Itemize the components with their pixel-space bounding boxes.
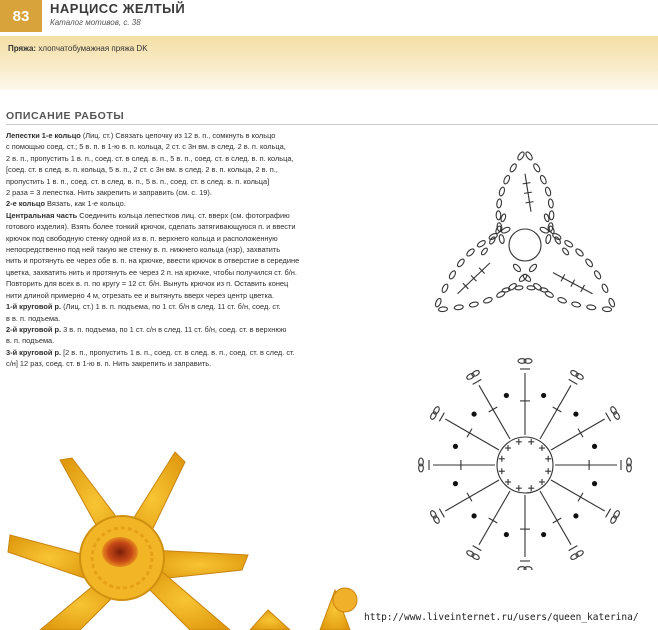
center-line: готового изделия). Взять более тонкий крючок, сделать затягивающуюся п. и ввести [6, 222, 296, 232]
center-line: непосредственно под ней такую же стенку в. п. нижнего кольца (нзр), захватить [6, 245, 281, 255]
center-heading: Центральная часть [6, 210, 78, 220]
ring2-line: Вязать, как 1-е кольцо. [44, 199, 126, 209]
chain-stitch [601, 283, 609, 293]
chain-stitch [456, 258, 465, 268]
chain-stitch [602, 306, 611, 311]
round1-heading: 1-й круговой р. [6, 302, 62, 312]
chain-stitch [438, 306, 447, 311]
petals-line: (Лиц. ст.) Связать цепочку из 12 в. п., сомкнуть в кольцо [80, 131, 276, 140]
chain-stitch [548, 199, 554, 209]
chain-stitch [495, 225, 502, 234]
round3-heading: 3-й круговой р. [6, 347, 62, 357]
chain-stitch [469, 301, 479, 308]
spoke-cap [569, 379, 578, 384]
chain-stitch [562, 247, 570, 256]
round2-line: в. п. подъема. [6, 336, 55, 346]
second-flower-partial [250, 588, 357, 630]
chain-stitch [524, 567, 532, 570]
spoke-bar [489, 407, 498, 412]
petals-line: [соед. ст. в след. в. п. кольца, 5 в. п., 2 ст. с 3н вм. в след. 2 в. п. кольца, 2 в. п., [6, 165, 278, 175]
chain-stitch [557, 297, 567, 304]
chain-stitch [515, 285, 523, 290]
slip-stitch-dot [471, 513, 476, 518]
center-ring [509, 229, 541, 261]
chain-stitch [593, 270, 602, 280]
chain-stitch [528, 263, 538, 273]
petals-diagram [434, 151, 615, 312]
chain-stitch [454, 304, 464, 310]
yarn-info [8, 44, 148, 53]
chain-stitch [434, 298, 442, 308]
crochet-diagram [400, 140, 650, 570]
ring2-heading: 2-е кольцо [6, 199, 45, 209]
page-number: 83 [0, 0, 42, 32]
chain-stitch [518, 359, 526, 364]
yarn-value: хлопчатобумажная пряжа DK [38, 44, 148, 53]
spoke-cap [439, 413, 444, 422]
slip-stitch-dot [453, 444, 458, 449]
spoke-cap [569, 546, 578, 551]
page-title: НАРЦИСС ЖЕЛТЫЙ [50, 1, 186, 16]
chain-stitch [525, 151, 534, 161]
chain-stitch [498, 234, 504, 244]
spoke-cap [473, 546, 482, 551]
chain-stitch [545, 187, 552, 197]
chain-stitch [503, 175, 511, 185]
chain-stitch [432, 515, 440, 524]
center-line: цветка, захватить нить и протянуть ее через 2 п. на крючке, чтобы получился ст. б/н. [6, 267, 297, 277]
instructions-text [6, 130, 358, 370]
chain-stitch [570, 369, 579, 377]
spoke-cap [439, 509, 444, 518]
chain-stitch [498, 187, 505, 197]
spoke-bar [578, 493, 583, 502]
flower-photo [0, 440, 400, 630]
slip-stitch-dot [573, 513, 578, 518]
round3-line: с/н] 12 раз, соед. ст. в 1-ю в. п. Нить закрепить и заправить. [6, 359, 212, 369]
slip-stitch-dot [504, 532, 509, 537]
slip-stitch-dot [453, 481, 458, 486]
spoke-bar [467, 493, 472, 502]
stitch-line [553, 273, 593, 294]
slip-stitch-dot [573, 411, 578, 416]
chain-stitch [522, 273, 532, 283]
petals-line: 2 раза = 3 лепестка. Нить закрепить и заправить (см. с. 19). [6, 188, 212, 198]
chain-stitch [466, 372, 475, 380]
center-line: нить и протянуть ее через обе в. п. на крючке, ввести крючок в отверстие в середине [6, 256, 300, 266]
chain-stitch [539, 175, 547, 185]
chain-stitch [608, 298, 616, 308]
petals-line: с помощью соед. ст.; 5 в. п. в 1-ю в. п. кольца, 2 ст. с 3н вм. в след. 2 в. п. кольца, [6, 142, 286, 152]
chain-stitch [585, 258, 594, 268]
chain-stitch [564, 239, 574, 248]
chain-stitch [480, 247, 488, 256]
chain-stitch [532, 163, 541, 173]
chain-stitch [448, 270, 457, 280]
chain-stitch [441, 283, 449, 293]
chain-stitch [489, 236, 497, 245]
chain-stitch [419, 464, 424, 472]
round2-line: 3 в. п. подъема, по 1 ст. с/н в след. 11 ст. б/н, соед. ст. в верхнюю [61, 324, 287, 334]
center-line: Соединить кольца лепестков лиц. ст. вверх (см. фотографию [77, 210, 290, 220]
chain-stitch [476, 239, 486, 248]
chain-stitch [571, 301, 581, 308]
spoke-bar [553, 518, 562, 523]
round1-line: (Лиц. ст.) 1 в. п. подъема, по 1 ст. б/н в след. 11 ст. б/н, соед. ст. [61, 302, 281, 312]
watermark-url: http://www.liveinternet.ru/users/queen_katerina/ [364, 612, 639, 623]
center-line: нити длиной примерно 4 м, отрезать ее и вытянуть вверх через центр цветка. [6, 290, 275, 300]
slip-stitch-dot [541, 393, 546, 398]
chain-stitch [554, 236, 562, 245]
center-line: Повторить для всех в. п. по кругу = 12 ст. б/н. Вынуть крючок из п. Оставить конец [6, 279, 289, 289]
section-divider [6, 124, 658, 125]
chain-stitch [548, 225, 555, 234]
slip-stitch-dot [504, 393, 509, 398]
section-title: ОПИСАНИЕ РАБОТЫ [6, 110, 125, 122]
petals-line: 2 в. п., пропустить 1 в. п., соед. ст. в след. в. п., 5 в. п., соед. ст. в след. в. п. кольца, [6, 153, 294, 163]
slip-stitch-dot [471, 411, 476, 416]
chain-stitch [471, 553, 480, 561]
slip-stitch-dot [541, 532, 546, 537]
yarn-label: Пряжа: [8, 44, 37, 53]
chain-stitch [483, 297, 493, 304]
chain-stitch [613, 510, 621, 519]
chain-stitch [610, 406, 618, 415]
spoke-bar [578, 429, 583, 438]
stitch-line [458, 263, 490, 294]
spoke-bar [489, 518, 498, 523]
petals-heading: Лепестки 1-е кольцо [6, 131, 81, 140]
chain-stitch [527, 285, 535, 290]
spoke-bar [467, 429, 472, 438]
page-subtitle: Каталог мотивов, с. 38 [50, 18, 141, 27]
chain-stitch [466, 248, 476, 257]
chain-stitch [517, 151, 526, 161]
chain-stitch [575, 248, 585, 257]
chain-stitch [627, 458, 632, 466]
spoke-cap [606, 413, 611, 422]
chain-stitch [496, 290, 506, 298]
flower-center [102, 537, 138, 567]
spoke-bar [553, 407, 562, 412]
chain-stitch [575, 550, 584, 558]
chain-stitch [512, 263, 522, 273]
petals-line: пропустить 1 в. п., соед. ст. в след. в. п., 5 в. п., соед. ст. в след. в. п. кольца] [6, 176, 270, 186]
chain-stitch [549, 211, 554, 220]
center-line: крючок под свободную стенку одной из в. п. верхнего кольца и расположенную [6, 233, 278, 243]
chain-stitch [429, 411, 437, 420]
chain-stitch [496, 199, 502, 209]
round1-line: в в. п. подъема. [6, 313, 61, 323]
chain-stitch [509, 163, 518, 173]
inner-ring [497, 437, 553, 493]
slip-stitch-dot [592, 444, 597, 449]
spoke-cap [606, 509, 611, 518]
round2-heading: 2-й круговой р. [6, 324, 62, 334]
round-diagram [419, 359, 632, 570]
chain-stitch [496, 211, 501, 220]
slip-stitch-dot [592, 481, 597, 486]
round3-line: [2 в. п., пропустить 1 в. п., соед. ст. в след. в. п., соед. ст. в след. ст. [61, 347, 295, 357]
chain-stitch [544, 290, 554, 298]
chain-stitch [586, 304, 596, 310]
spoke-cap [473, 379, 482, 384]
chain-stitch [545, 234, 551, 244]
